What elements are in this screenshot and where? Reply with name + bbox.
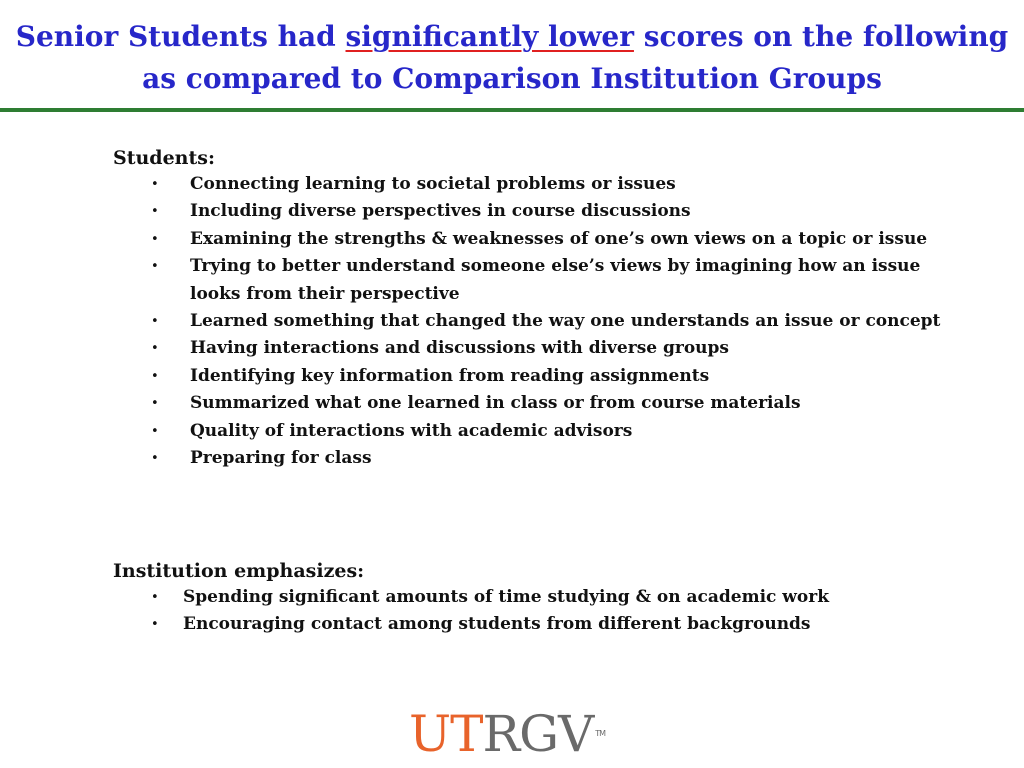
students-list [113, 171, 943, 472]
list-item [113, 198, 943, 225]
bullet-icon: • [151, 314, 159, 330]
logo-ut: UT [409, 705, 483, 763]
list-item [113, 611, 943, 638]
list-item-text: Examining the strengths & weaknesses of one’s own views on a topic or issue [190, 228, 928, 249]
institution-heading: Institution emphasizes: [113, 560, 365, 582]
list-item-text: Connecting learning to societal problems or issues [190, 174, 676, 194]
logo-rgv: RGV [482, 705, 594, 763]
list-item [113, 418, 943, 445]
bullet-icon: • [151, 341, 159, 357]
list-item [113, 308, 943, 335]
list-item-text: Learned something that changed the way one understands an issue or concept [190, 311, 941, 332]
list-item-text: Spending significant amounts of time studying & on academic work [183, 587, 830, 607]
list-item [113, 226, 943, 253]
bullet-icon: • [151, 396, 159, 412]
list-item-text: Identifying key information from reading assignments [190, 365, 710, 386]
utrgv-logo [409, 705, 605, 763]
bullet-icon: • [151, 451, 159, 467]
list-item-text: Preparing for class [190, 448, 372, 469]
bullet-icon: • [151, 617, 159, 633]
list-item-text: Quality of interactions with academic advisors [190, 420, 633, 441]
title-line-2: as compared to Comparison Institution Groups [142, 62, 882, 95]
institution-section [113, 558, 943, 639]
list-item [113, 253, 943, 308]
list-item [113, 390, 943, 417]
title-divider [0, 108, 1024, 112]
institution-list [113, 584, 943, 639]
title-part-1: Senior Students had [15, 20, 346, 53]
list-item [113, 363, 943, 390]
bullet-icon: • [151, 423, 159, 439]
title-emphasis: significantly lower [345, 20, 634, 53]
list-item-text: Encouraging contact among students from different backgrounds [183, 614, 811, 635]
list-item [113, 445, 943, 472]
list-item [113, 171, 943, 198]
bullet-icon: • [151, 177, 159, 192]
students-section [113, 145, 943, 472]
slide-title [0, 16, 1024, 100]
bullet-icon: • [151, 204, 159, 220]
bullet-icon: • [151, 590, 159, 605]
list-item-text: Having interactions and discussions with diverse groups [190, 338, 730, 359]
title-part-2: scores on the following [633, 20, 1009, 53]
list-item [113, 335, 943, 362]
bullet-icon: • [151, 231, 159, 247]
list-item-text: Including diverse perspectives in course discussions [190, 201, 691, 222]
logo-trademark: TM [595, 729, 605, 738]
students-heading: Students: [113, 147, 215, 169]
list-item-text: Summarized what one learned in class or from course materials [190, 393, 801, 414]
bullet-icon: • [151, 368, 159, 384]
list-item-text: Trying to better understand someone else’s views by imagining how an issue looks from their perspective [190, 256, 921, 304]
list-item [113, 584, 943, 611]
bullet-icon: • [151, 259, 159, 275]
